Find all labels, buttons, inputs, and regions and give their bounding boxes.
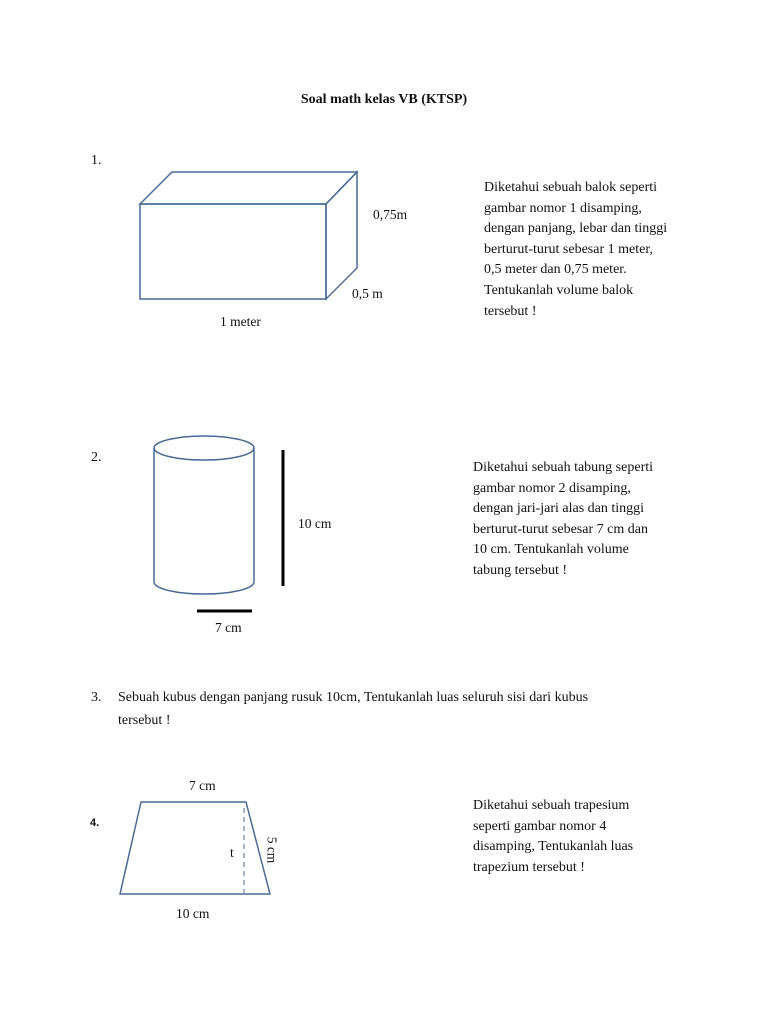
prism-height-label: 0,75m xyxy=(373,207,408,222)
question-1-number: 1. xyxy=(91,153,102,168)
cylinder-radius-label: 7 cm xyxy=(215,620,242,635)
description-line: seperti gambar nomor 4 xyxy=(473,818,607,834)
question-4-number: 4. xyxy=(90,817,100,829)
prism-length-label: 1 meter xyxy=(220,314,261,329)
description-line: disamping, Tentukanlah luas xyxy=(473,839,634,855)
trapezoid-top-label: 7 cm xyxy=(189,778,216,793)
description-line: Diketahui sebuah trapesium xyxy=(473,798,630,813)
description-line: berturut-turut sebesar 7 cm dan xyxy=(473,521,648,537)
question-3-line: Sebuah kubus dengan panjang rusuk 10cm, Tentukanlah luas seluruh sisi dari kubus xyxy=(118,690,589,705)
cylinder-height-label: 10 cm xyxy=(298,516,332,531)
question-4-description xyxy=(473,796,633,878)
description-line: 10 cm. Tentukanlah volume xyxy=(473,542,629,558)
description-line: berturut-turut sebesar 1 meter, xyxy=(484,241,653,257)
description-line: dengan jari-jari alas dan tinggi xyxy=(473,501,645,517)
description-line: gambar nomor 2 disamping, xyxy=(473,480,631,496)
description-line: 0,5 meter dan 0,75 meter. xyxy=(484,262,627,278)
description-line: gambar nomor 1 disamping, xyxy=(484,200,642,216)
description-line: tersebut ! xyxy=(484,303,537,319)
trapezoid-height-label: t xyxy=(230,845,234,860)
page-title: Soal math kelas VB (KTSP) xyxy=(300,92,468,107)
prism-width-label: 0,5 m xyxy=(352,286,383,301)
question-3-line: tersebut ! xyxy=(118,713,171,728)
trapezoid-bottom-label: 10 cm xyxy=(176,906,210,921)
description-line: Diketahui sebuah tabung seperti xyxy=(473,460,654,475)
description-line: Diketahui sebuah balok seperti xyxy=(484,180,658,195)
description-line: tabung tersebut ! xyxy=(473,562,568,578)
trapezoid-shape xyxy=(120,802,270,894)
question-2-number: 2. xyxy=(91,450,102,465)
description-line: trapezium tersebut ! xyxy=(473,859,585,875)
trapezoid-side-label: 5 cm xyxy=(264,836,280,864)
question-3-number: 3. xyxy=(91,690,102,705)
description-line: dengan panjang, lebar dan tinggi xyxy=(484,221,668,237)
description-line: Tentukanlah volume balok xyxy=(484,282,634,298)
